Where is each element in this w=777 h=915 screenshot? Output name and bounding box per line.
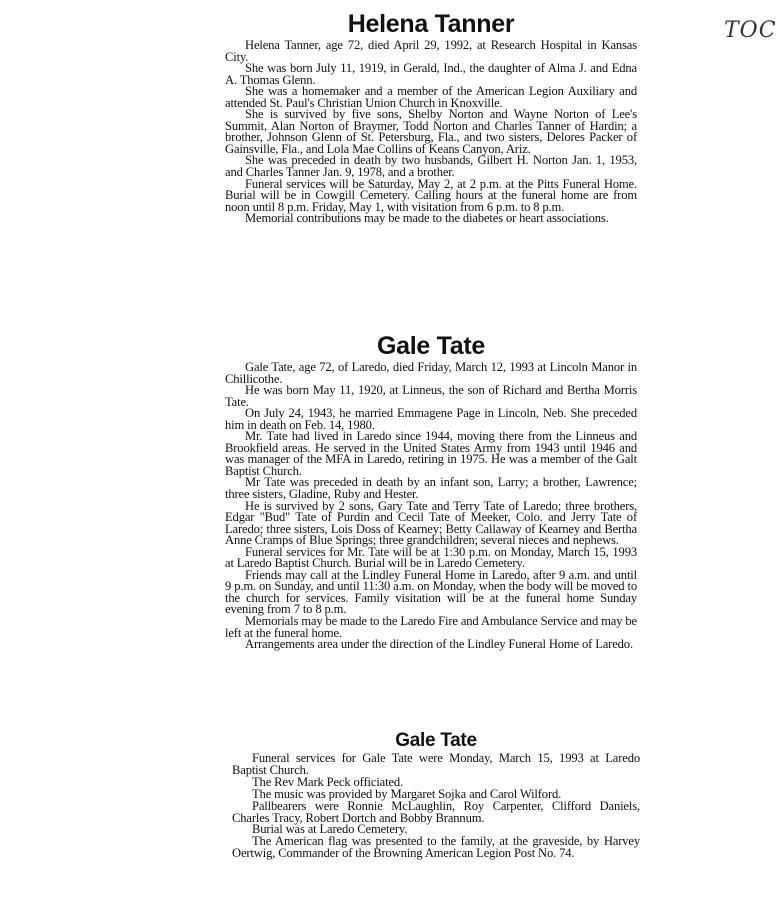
obituary-paragraph: She was a homemaker and a member of the American Legion Auxiliary and attended St. Paul's Christian Union Church in Knoxville. [225,84,637,110]
obituary-paragraph: Friends may call at the Lindley Funeral Home in Laredo, after 9 a.m. and until 9 p.m. on Sunday, and until 11:30 a.m. on Monday, when the body will be moved to the church for services. Family visitation will be at the funeral home Sunday evening from 7 to 8 p.m. [225,567,637,617]
obituary-paragraph: The Rev Mark Peck officiated. [252,774,404,789]
funeral-notice-gale-tate [232,731,640,860]
obituary-paragraph: Mr. Tate had lived in Laredo since 1944, moving there from the Linneus and Brookfield areas. He served in the United States Army from 1943 until 1946 and was manager of the MFA in Laredo, retiring in 1975. He was a member of the Galt Baptist Church. [225,429,637,478]
obituary-paragraph: She is survived by five sons, Shelby Norton and Wayne Norton of Lee's Summit, Alan Norton of Braymer, Todd Norton and Charles Tanner of Hardin; a brother, Johnson Glenn of St. Petersburg, Fla., and two sisters, Delores Packer of Gainsville, Fla., and Lola Mae Collins of Keans Canyon, Ariz. [225,107,637,156]
obituary-paragraph: Memorial contributions may be made to the diabetes or heart associations. [245,211,609,226]
obituary-paragraph: He was born May 11, 1920, at Linneus, the son of Richard and Bertha Morris Tate. [225,383,637,409]
obituary-paragraph: She was born July 11, 1919, in Gerald, Ind., the daughter of Alma J. and Edna A. Thomas Glenn. [225,61,637,87]
obituary-title: Gale Tate [377,332,485,360]
obituary-paragraph: Mr Tate was preceded in death by an infant son, Larry; a brother, Lawrence; three sisters, Gladine, Ruby and Hester. [225,475,637,502]
obituary-title: Gale Tate [395,730,477,751]
obituary-paragraph: On July 24, 1943, he married Emmagene Page in Lincoln, Neb. She preceded him in death on Feb. 14, 1980. [225,406,637,432]
obituary-body [225,40,637,225]
obituary-paragraph: Helena Tanner, age 72, died April 29, 1992, at Research Hospital in Kansas City. [225,38,637,64]
obituary-body [225,362,637,651]
obituary-body [232,753,640,860]
obituary-paragraph: Memorials may be made to the Laredo Fire and Ambulance Service and may be left at the funeral home. [225,614,637,640]
obituary-paragraph: Arrangements area under the direction of the Lindley Funeral Home of Laredo. [245,637,633,652]
obituary-paragraph: The music was provided by Margaret Sojka and Carol Wilford. [252,786,562,801]
handwritten-note: TOC [724,18,777,43]
obituary-paragraph: He is survived by 2 sons, Gary Tate and Terry Tate of Laredo; three brothers, Edgar "Bud" Tate of Purdin and Cecil Tate of Meeker, Colo. and Jerry Tate of Laredo; three sisters, Lois Doss of Kearney; Betty Callaway of Kearney and Bertha Anne Cramps of Blue Springs; three grandchildren; several nieces and nephews. [225,498,637,548]
obituary-paragraph: The American flag was presented to the family, at the graveside, by Harvey Oertwig, Commander of the Browning American Legion Post No. 74. [232,834,640,861]
obituary-title: Helena Tanner [347,10,515,38]
obituary-paragraph: Funeral services for Gale Tate were Monday, March 15, 1993 at Laredo Baptist Church. [232,751,640,777]
obituary-helena-tanner [225,12,637,225]
obituary-paragraph: Burial was at Laredo Cemetery. [252,822,408,837]
obituary-paragraph: She was preceded in death by two husbands, Gilbert H. Norton Jan. 1, 1953, and Charles Tanner Jan. 9, 1978, and a brother. [225,153,637,180]
obituary-gale-tate [225,334,637,651]
obituary-paragraph: Gale Tate, age 72, of Laredo, died Friday, March 12, 1993 at Lincoln Manor in Chillicothe. [225,360,637,386]
obituary-paragraph: Pallbearers were Ronnie McLaughlin, Roy Carpenter, Clifford Daniels, Charles Tracy, Robert Dortch and Bobby Brannum. [232,798,640,825]
obituary-paragraph: Funeral services for Mr. Tate will be at 1:30 p.m. on Monday, March 15, 1993 at Laredo Baptist Church. Burial will be in Laredo Cemetery. [225,544,637,571]
obituary-paragraph: Funeral services will be Saturday, May 2, at 2 p.m. at the Pitts Funeral Home. Burial will be in Cowgill Cemetery. Calling hours at the funeral home are from noon until 8 p.m. Friday, May 1, with visitation from 6 p.m. to 8 p.m. [225,176,637,214]
